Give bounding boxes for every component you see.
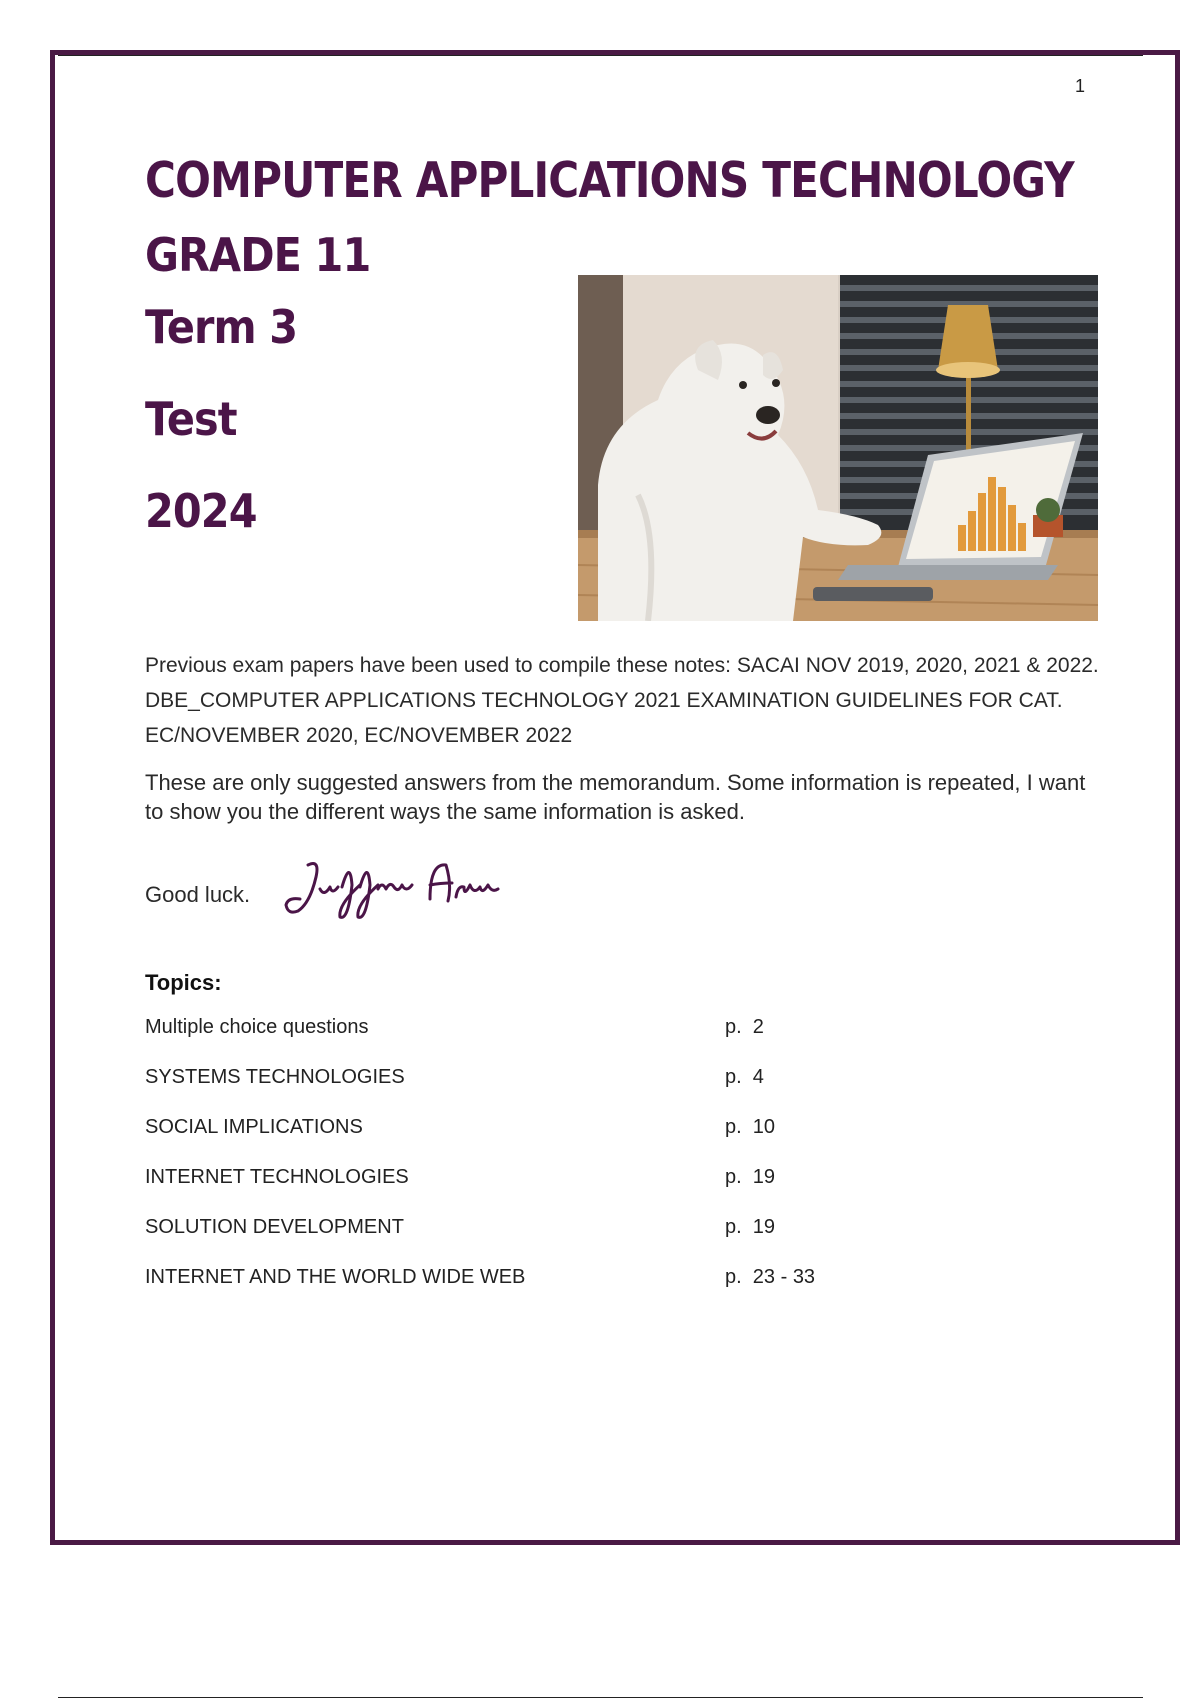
handwritten-signature — [280, 855, 510, 934]
topics-heading: Topics: — [145, 970, 222, 995]
topic-page: p. 4 — [725, 1066, 764, 1088]
dog-laptop-photo — [578, 275, 1098, 621]
topic-row — [145, 1266, 905, 1296]
bottom-rule — [58, 1697, 1143, 1698]
term-label: Term 3 — [145, 300, 298, 354]
topic-name: SOCIAL IMPLICATIONS — [145, 1116, 363, 1138]
sources-paragraph: Previous exam papers have been used to compile these notes: SACAI NOV 2019, 2020, 2021 & 2022. DBE_COMPUTER APPLICATIONS TECHNOLOGY 2021 EXAMINATION GUIDELINES FOR CAT. EC/NOVEMBER 2020, EC/NOVEMBER 2022 — [145, 654, 1099, 747]
topic-row — [145, 1166, 905, 1196]
topic-row — [145, 1216, 905, 1246]
topic-row — [145, 1116, 905, 1146]
topic-page: p. 10 — [725, 1116, 776, 1138]
topic-name: Multiple choice questions — [145, 1016, 369, 1038]
document-title: COMPUTER APPLICATIONS TECHNOLOGY — [145, 152, 1074, 209]
topic-name: SOLUTION DEVELOPMENT — [145, 1216, 404, 1238]
good-luck-text: Good luck. — [145, 882, 251, 907]
topic-page: p. 23 - 33 — [725, 1266, 816, 1288]
topic-row — [145, 1016, 905, 1046]
disclaimer-paragraph: These are only suggested answers from the memorandum. Some information is repeated, I want to show you the different ways the same information is asked. — [145, 770, 1086, 824]
page-number: 1 — [1075, 76, 1086, 96]
topic-row — [145, 1066, 905, 1096]
topic-page: p. 19 — [725, 1166, 776, 1188]
grade-label: GRADE 11 — [145, 228, 371, 282]
topic-name: SYSTEMS TECHNOLOGIES — [145, 1066, 405, 1088]
topic-name: INTERNET AND THE WORLD WIDE WEB — [145, 1266, 526, 1288]
topic-page: p. 19 — [725, 1216, 776, 1238]
test-label: Test — [145, 392, 237, 446]
topic-page: p. 2 — [725, 1016, 764, 1038]
topic-name: INTERNET TECHNOLOGIES — [145, 1166, 409, 1188]
year-label: 2024 — [145, 484, 257, 538]
